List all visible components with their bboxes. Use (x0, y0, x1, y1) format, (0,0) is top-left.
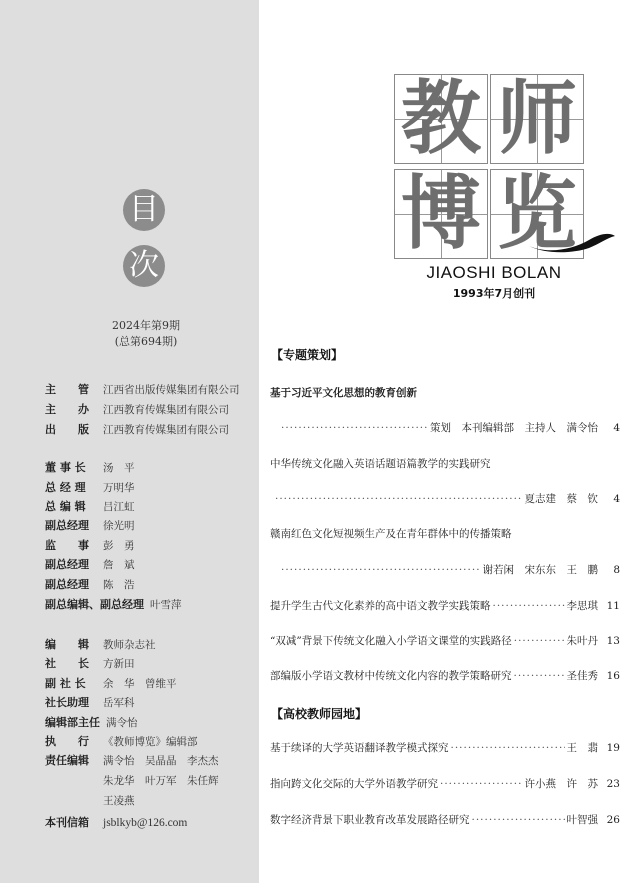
staff-row (45, 577, 135, 593)
staff-row (45, 518, 135, 534)
toc-entry-page: 23 (606, 778, 620, 790)
leader-dots (493, 600, 565, 612)
toc-entry-title: 指向跨文化交际的大学外语教学研究 (270, 778, 438, 790)
toc-entry-page: 13 (606, 635, 620, 647)
toc-entry-line[interactable] (270, 740, 620, 756)
toc-entry-author: 王 翡 (566, 742, 598, 754)
left-info-column (0, 0, 259, 883)
logo-char: 教 (401, 72, 481, 165)
publisher-value: 江西教育传媒集团有限公司 (103, 424, 229, 436)
toc-entry-title[interactable]: 基于习近平文化思想的教育创新 (270, 387, 417, 399)
editorial-label: 社长助理 (45, 696, 89, 709)
editorial-label: 社 长 (45, 657, 89, 670)
editorial-label: 责任编辑 (45, 754, 89, 767)
editorial-row (45, 656, 135, 672)
toc-entry-line (273, 491, 620, 507)
toc-entry-line[interactable] (270, 668, 620, 684)
leader-dots (514, 635, 565, 647)
toc-entry-title: 数字经济背景下职业教育改革发展路径研究 (270, 814, 470, 826)
publisher-value: 江西教育传媒集团有限公司 (103, 404, 229, 416)
toc-entry-title[interactable]: 中华传统文化融入英语话题语篇教学的实践研究 (270, 458, 491, 470)
toc-entry-author: 朱叶丹 (566, 635, 598, 647)
leader-dots (275, 493, 523, 505)
staff-label: 监 事 (45, 539, 89, 552)
toc-char-ci: 次 (123, 245, 165, 287)
staff-label: 总 编 辑 (45, 500, 86, 513)
toc-entry-author: 许小燕 许 苏 (524, 778, 598, 790)
mailbox-email: jsblkyb@126.com (103, 817, 188, 829)
publisher-row (45, 382, 240, 398)
publisher-label: 主 办 (45, 403, 89, 416)
toc-entry-page: 4 (613, 493, 620, 505)
editorial-value: 满令怡 (106, 717, 138, 729)
toc-entry-line (279, 562, 620, 578)
staff-label: 副总编辑、副总经理 (45, 598, 144, 611)
editorial-row (45, 815, 187, 831)
issue-number: 2024年第9期 (112, 319, 180, 332)
staff-label: 副总经理 (45, 519, 89, 532)
publisher-row (45, 402, 229, 418)
toc-entry-line[interactable] (270, 633, 620, 649)
staff-value: 吕江虹 (103, 501, 135, 513)
logo-char: 师 (497, 72, 577, 165)
editorial-value: 满令怡 吴晶晶 李杰杰 (103, 755, 219, 767)
staff-label: 副总经理 (45, 578, 89, 591)
section-heading: 【高校教师园地】 (271, 707, 368, 721)
publisher-row (45, 422, 229, 438)
toc-entry-author: 策划 本刊编辑部 主持人 满令怡 (430, 422, 598, 434)
staff-label: 总 经 理 (45, 481, 86, 494)
staff-row (45, 557, 135, 573)
staff-value: 汤 平 (103, 462, 135, 474)
leader-dots (281, 564, 481, 576)
toc-entry-line (279, 420, 620, 436)
toc-entry-line[interactable] (270, 776, 620, 792)
leader-dots (472, 814, 565, 826)
editorial-row (45, 637, 156, 653)
toc-entry-title: 提升学生古代文化素养的高中语文教学实践策略 (270, 600, 491, 612)
staff-value: 万明华 (103, 482, 135, 494)
staff-row (45, 480, 135, 496)
editorial-value: 《教师博览》编辑部 (103, 736, 198, 748)
toc-entry-title[interactable]: 赣南红色文化短视频生产及在青年群体中的传播策略 (270, 528, 512, 540)
toc-entry-page: 16 (606, 670, 620, 682)
toc-entry-author: 李思琪 (566, 600, 598, 612)
editorial-label: 执 行 (45, 735, 89, 748)
leader-dots (281, 422, 428, 434)
logo-founded: 1993年7月创刊 (452, 287, 536, 300)
editorial-row (45, 695, 135, 711)
staff-value: 叶雪萍 (150, 599, 182, 611)
toc-entry-page: 11 (606, 600, 620, 612)
toc-entry-page: 8 (613, 564, 620, 576)
toc-char-mu: 目 (123, 189, 165, 231)
staff-value: 陈 浩 (103, 579, 135, 591)
leader-dots (451, 742, 565, 754)
editorial-value: 教师杂志社 (103, 639, 156, 651)
editorial-row (45, 753, 219, 769)
publisher-label: 出 版 (45, 423, 89, 436)
logo-pinyin: JIAOSHI BOLAN (426, 263, 562, 282)
mailbox-label: 本刊信箱 (45, 816, 89, 829)
editorial-row (45, 793, 135, 809)
toc-entry-author: 谢若闲 宋东东 王 鹏 (482, 564, 598, 576)
toc-entry-line[interactable] (270, 812, 620, 828)
editorial-row (45, 773, 219, 789)
brush-stroke-icon (527, 228, 617, 254)
editorial-row (45, 715, 138, 731)
staff-row (45, 499, 135, 515)
editorial-label: 编辑部主任 (45, 716, 100, 729)
publisher-value: 江西省出版传媒集团有限公司 (103, 384, 240, 396)
staff-value: 徐光明 (103, 520, 135, 532)
editorial-row (45, 676, 177, 692)
toc-entry-title: 部编版小学语文教材中传统文化内容的教学策略研究 (270, 670, 512, 682)
editorial-value: 王凌燕 (103, 795, 135, 807)
toc-entry-title: “双减”背景下传统文化融入小学语文课堂的实践路径 (270, 635, 512, 647)
editorial-value: 方新田 (103, 658, 135, 670)
toc-entry-page: 19 (606, 742, 620, 754)
logo-char: 博 (401, 167, 481, 260)
editorial-value: 朱龙华 叶万军 朱任辉 (103, 775, 219, 787)
editorial-value: 岳军科 (103, 697, 135, 709)
toc-entry-author: 夏志建 蔡 钦 (524, 493, 598, 505)
issue-total: (总第694期) (114, 335, 178, 348)
toc-entry-author: 叶智强 (566, 814, 598, 826)
staff-row (45, 597, 182, 613)
editorial-row (45, 734, 198, 750)
logo-char: 览 (497, 167, 577, 260)
editorial-label: 编 辑 (45, 638, 89, 651)
editorial-value: 余 华 曾维平 (103, 678, 177, 690)
leader-dots (440, 778, 523, 790)
staff-row (45, 460, 135, 476)
staff-row (45, 538, 135, 554)
toc-entry-page: 4 (613, 422, 620, 434)
toc-entry-line[interactable] (270, 598, 620, 614)
publisher-label: 主 管 (45, 383, 89, 396)
section-heading: 【专题策划】 (271, 348, 344, 362)
staff-label: 董 事 长 (45, 461, 86, 474)
toc-entry-title: 基于续译的大学英语翻译教学模式探究 (270, 742, 449, 754)
leader-dots (514, 670, 565, 682)
staff-value: 詹 斌 (103, 559, 135, 571)
editorial-label: 副 社 长 (45, 677, 86, 690)
staff-label: 副总经理 (45, 558, 89, 571)
staff-value: 彭 勇 (103, 540, 135, 552)
toc-entry-author: 圣佳秀 (566, 670, 598, 682)
right-toc-column (259, 0, 644, 883)
toc-entry-page: 26 (606, 814, 620, 826)
